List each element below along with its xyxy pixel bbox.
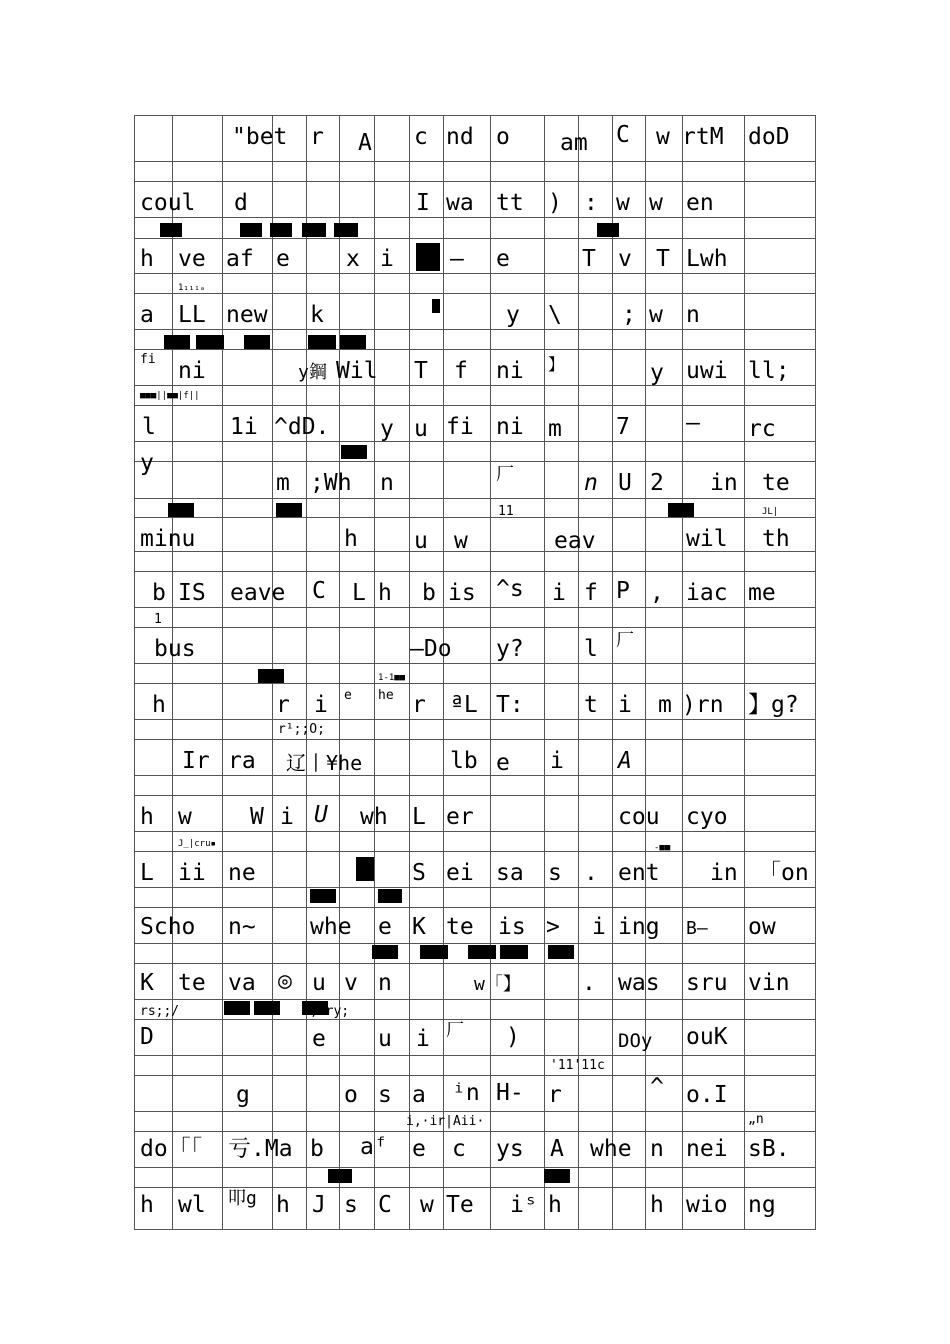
cell-r13-c5: U bbox=[314, 802, 328, 828]
cell-r16-c4: ◎ bbox=[278, 968, 292, 994]
cell-r3-c2: ve bbox=[178, 246, 206, 272]
cell-r12-c1: Ir bbox=[182, 748, 210, 774]
fragment-text: -■■ bbox=[654, 843, 671, 853]
cell-r3-c5: x bbox=[346, 246, 360, 272]
cell-r5-c11: ll; bbox=[748, 358, 790, 384]
fragment-text: ; ry; bbox=[310, 1004, 350, 1019]
cell-r19-c1: do「「 bbox=[140, 1136, 203, 1162]
cell-r5-c7: ni bbox=[496, 358, 524, 384]
cell-r19-c5: e bbox=[412, 1136, 426, 1162]
cell-r19-c3: b bbox=[310, 1136, 324, 1162]
cell-r16-c11: sru bbox=[686, 970, 728, 996]
cell-r18-c4: a bbox=[412, 1082, 426, 1108]
cell-r20-c1: h bbox=[140, 1192, 154, 1218]
redaction-block bbox=[597, 223, 619, 237]
cell-r7-c5: 厂 bbox=[496, 464, 514, 485]
cell-r19-c12: sB. bbox=[748, 1136, 790, 1162]
cell-r19-c7: ys bbox=[496, 1136, 524, 1162]
cell-r4-c8: w bbox=[649, 302, 663, 328]
cell-r7-c6: n bbox=[584, 470, 598, 496]
cell-r20-c8: w bbox=[420, 1192, 434, 1218]
cell-r14-c11: 「on bbox=[758, 860, 809, 886]
cell-r15-c2: n~ bbox=[228, 914, 256, 940]
cell-r14-c10: in bbox=[710, 860, 738, 886]
cell-r8-c2: h bbox=[344, 526, 358, 552]
cell-r9-c9: ^s bbox=[496, 576, 524, 602]
cell-r10-c2: —Do bbox=[410, 636, 452, 662]
cell-r4-c5: y bbox=[506, 302, 520, 328]
cell-r14-c3: ne bbox=[228, 860, 256, 886]
cell-r19-c4: aᶠ bbox=[360, 1134, 388, 1160]
cell-r4-c9: n bbox=[686, 302, 700, 328]
cell-r9-c15: me bbox=[748, 580, 776, 606]
cell-r6-c6: fi bbox=[446, 414, 474, 440]
cell-r15-c1: Scho bbox=[140, 914, 196, 940]
cell-r9-c5: L bbox=[352, 580, 366, 606]
cell-r3-c4: e bbox=[276, 246, 290, 272]
cell-r16-c12: vin bbox=[748, 970, 790, 996]
redaction-block bbox=[276, 503, 302, 517]
cell-r13-c8: er bbox=[446, 804, 474, 830]
cell-r16-c8: w「】 bbox=[474, 974, 521, 995]
cell-r11-c8: T: bbox=[496, 692, 524, 718]
cell-r12-c4: lb bbox=[450, 748, 478, 774]
cell-r2-c1: coul bbox=[140, 190, 196, 216]
cell-r7-c2: m bbox=[276, 470, 290, 496]
cell-r5-c1: fi bbox=[140, 352, 156, 367]
cell-r8-c4: w bbox=[454, 528, 468, 554]
cell-r1-c11: doD bbox=[748, 124, 790, 150]
cell-r20-c9: Te bbox=[446, 1192, 474, 1218]
fragment-text: '11'11c bbox=[550, 1058, 605, 1073]
cell-r14-c2: ii bbox=[178, 860, 206, 886]
redaction-block bbox=[240, 223, 262, 237]
cell-r14-c5: ei bbox=[446, 860, 474, 886]
cell-r11-c12: )rn bbox=[682, 692, 724, 718]
cell-r2-c6: ) bbox=[548, 190, 562, 216]
redaction-block bbox=[302, 223, 326, 237]
cell-r3-c10: v bbox=[618, 246, 632, 272]
cell-r1-c7: am bbox=[560, 130, 588, 156]
cell-r6-c3: ^dD. bbox=[274, 414, 330, 440]
cell-r11-c2: r bbox=[276, 692, 290, 718]
fragment-text: 1-1■■ bbox=[378, 673, 406, 683]
cell-r15-c11: B— bbox=[686, 918, 708, 939]
cell-r2-c3: I bbox=[416, 190, 430, 216]
cell-r2-c10: en bbox=[686, 190, 714, 216]
cell-r20-c11: h bbox=[548, 1192, 562, 1218]
cell-r10-c4: l bbox=[584, 636, 598, 662]
cell-r15-c12: ow bbox=[748, 914, 776, 940]
cell-r15-c9: i bbox=[592, 914, 606, 940]
cell-r2-c5: tt bbox=[496, 190, 524, 216]
redaction-block bbox=[160, 223, 182, 237]
cell-r12-c7: A bbox=[618, 748, 632, 774]
cell-r1-c3: A bbox=[358, 130, 372, 156]
cell-r20-c2: wl bbox=[178, 1192, 206, 1218]
cell-r15-c4: e bbox=[378, 914, 392, 940]
scanned-table bbox=[134, 115, 816, 1230]
redaction-block bbox=[420, 945, 448, 959]
cell-r13-c9: cou bbox=[618, 804, 660, 830]
cell-r18-c9: o.I bbox=[686, 1082, 728, 1108]
cell-r16-c1: K bbox=[140, 970, 154, 996]
cell-r1-c1: "bet bbox=[232, 124, 288, 150]
cell-r8-c6: wil bbox=[686, 526, 728, 552]
cell-r4-c2: LL bbox=[178, 302, 206, 328]
cell-r14-c7: s bbox=[548, 860, 562, 886]
cell-r7-c9: in bbox=[710, 470, 738, 496]
cell-r8-c3: u bbox=[414, 528, 428, 554]
cell-r17-c3: u bbox=[378, 1026, 392, 1052]
cell-r5-c8: 】 bbox=[548, 355, 565, 374]
cell-r4-c1: a bbox=[140, 302, 154, 328]
cell-r17-c6: ) bbox=[506, 1024, 520, 1050]
cell-r9-c1: b bbox=[152, 580, 166, 606]
cell-r12-c2: ra bbox=[228, 748, 256, 774]
cell-r5-c3: у鋼 bbox=[298, 362, 327, 383]
cell-r1-c10: rtM bbox=[682, 124, 724, 150]
cell-r3-c8: e bbox=[496, 246, 510, 272]
cell-r6-c1: l bbox=[142, 414, 156, 440]
cell-r11-c5: he bbox=[378, 688, 394, 703]
redaction-block bbox=[544, 1169, 570, 1183]
redaction-block bbox=[340, 335, 366, 349]
cell-r12-c6: i bbox=[550, 748, 564, 774]
cell-r9-c14: iac bbox=[686, 580, 728, 606]
cell-r17-c5: 厂 bbox=[446, 1020, 464, 1041]
cell-r3-c1: h bbox=[140, 246, 154, 272]
redaction-block bbox=[308, 335, 336, 349]
cell-r20-c4: h bbox=[276, 1192, 290, 1218]
cell-r15-c10: ing bbox=[618, 914, 660, 940]
cell-r17-c1: D bbox=[140, 1024, 154, 1050]
cell-r11-c11: m bbox=[658, 692, 672, 718]
cell-r19-c8: A bbox=[550, 1136, 564, 1162]
redaction-block bbox=[416, 243, 440, 271]
cell-r13-c4: i bbox=[280, 804, 294, 830]
cell-r4-c4: k bbox=[310, 302, 324, 328]
cell-r4-c7: ; bbox=[622, 302, 636, 328]
cell-r9-c4: C bbox=[312, 578, 326, 604]
cell-r2-c9: w bbox=[649, 190, 663, 216]
cell-r6-c10: – bbox=[686, 410, 700, 436]
cell-r6-c7: ni bbox=[496, 414, 524, 440]
cell-r11-c4: e bbox=[344, 688, 352, 703]
redaction-block bbox=[378, 889, 402, 903]
cell-r6-c4: y bbox=[380, 416, 394, 442]
cell-r9-c3: eave bbox=[230, 580, 286, 606]
cell-r19-c6: c bbox=[452, 1136, 466, 1162]
cell-r8-c7: th bbox=[762, 526, 790, 552]
cell-r7-c1: y bbox=[140, 450, 154, 476]
cell-r11-c9: t bbox=[584, 692, 598, 718]
cell-r14-c9: ent bbox=[618, 860, 660, 886]
cell-r20-c5: J bbox=[312, 1192, 326, 1218]
cell-r5-c5: T bbox=[414, 358, 428, 384]
cell-r20-c14: ng bbox=[748, 1192, 776, 1218]
cell-r13-c3: W bbox=[250, 804, 264, 830]
cell-r5-c9: y bbox=[650, 360, 664, 386]
cell-r1-c6: o bbox=[496, 124, 510, 150]
fragment-text: JL| bbox=[762, 507, 779, 517]
cell-r10-c3: y? bbox=[496, 636, 524, 662]
cell-r17-c8: ouK bbox=[686, 1024, 728, 1050]
cell-r20-c10: iˢ bbox=[510, 1192, 538, 1218]
cell-r7-c3: ;Wh bbox=[310, 470, 352, 496]
fragment-text: ■■■||■■|f|| bbox=[140, 391, 200, 401]
cell-r9-c2: IS bbox=[178, 580, 206, 606]
redaction-block bbox=[244, 335, 270, 349]
cell-r8-c1: minu bbox=[140, 526, 196, 552]
cell-r18-c7: r bbox=[548, 1082, 562, 1108]
cell-r12-c3: 辽丨¥he bbox=[286, 751, 363, 775]
cell-r9-c10: i bbox=[552, 580, 566, 606]
cell-r2-c8: w bbox=[616, 190, 630, 216]
cell-r20-c6: s bbox=[344, 1192, 358, 1218]
fragment-text: 1₁₁₁ₐ bbox=[178, 283, 206, 293]
cell-r2-c4: wa bbox=[446, 190, 474, 216]
cell-r18-c5: ⁱn bbox=[452, 1080, 480, 1106]
cell-r18-c6: H- bbox=[496, 1080, 524, 1106]
cell-r16-c3: va bbox=[228, 970, 256, 996]
redaction-block bbox=[548, 945, 574, 959]
cell-r7-c10: te bbox=[762, 470, 790, 496]
cell-r3-c6: i bbox=[380, 246, 394, 272]
redaction-block bbox=[668, 503, 694, 517]
redaction-block bbox=[356, 857, 374, 881]
cell-r13-c10: cyo bbox=[686, 804, 728, 830]
redaction-block bbox=[258, 669, 284, 683]
fragment-text: i,·ir|Aii· bbox=[406, 1114, 485, 1129]
cell-r17-c2: e bbox=[312, 1026, 326, 1052]
cell-r8-c5: eav bbox=[554, 528, 596, 554]
redaction-block bbox=[432, 299, 440, 313]
cell-r16-c5: u bbox=[312, 970, 326, 996]
cell-r6-c8: m bbox=[548, 416, 562, 442]
fragment-text: 11 bbox=[498, 504, 514, 519]
redaction-block bbox=[168, 503, 194, 517]
cell-r6-c5: u bbox=[414, 416, 428, 442]
fragment-text: r¹;;O; bbox=[278, 722, 325, 737]
cell-r16-c6: v bbox=[344, 970, 358, 996]
cell-r3-c9: T bbox=[582, 246, 596, 272]
cell-r18-c3: s bbox=[378, 1082, 392, 1108]
cell-r11-c10: i bbox=[618, 692, 632, 718]
cell-r18-c1: g bbox=[236, 1082, 250, 1108]
fragment-text: 1 bbox=[154, 612, 162, 627]
cell-r11-c1: h bbox=[152, 692, 166, 718]
cell-r16-c7: n bbox=[378, 970, 392, 996]
cell-r16-c10: was bbox=[618, 970, 660, 996]
redaction-block bbox=[310, 889, 336, 903]
cell-r9-c6: h bbox=[378, 580, 392, 606]
cell-r9-c11: f bbox=[584, 580, 598, 606]
cell-r2-c7: : bbox=[584, 190, 598, 216]
cell-r14-c8: . bbox=[584, 860, 598, 886]
cell-r17-c4: i bbox=[416, 1026, 430, 1052]
cell-r15-c3: whe bbox=[310, 914, 352, 940]
cell-r13-c1: h bbox=[140, 804, 154, 830]
cell-r13-c6: wh bbox=[360, 804, 388, 830]
cell-r11-c7: ªL bbox=[450, 692, 478, 718]
redaction-block bbox=[254, 1001, 280, 1015]
cell-r19-c9: whe bbox=[590, 1136, 632, 1162]
cell-r7-c8: 2 bbox=[650, 470, 664, 496]
cell-r6-c2: 1i bbox=[230, 414, 258, 440]
cell-r15-c5: K bbox=[412, 914, 426, 940]
cell-r15-c7: is bbox=[498, 914, 526, 940]
cell-r13-c2: w bbox=[178, 804, 192, 830]
fragment-text: rs;;/ bbox=[140, 1004, 180, 1019]
cell-r3-c11: T bbox=[656, 246, 670, 272]
redaction-block bbox=[328, 1169, 352, 1183]
redaction-block bbox=[341, 445, 367, 459]
cell-r9-c7: b bbox=[422, 580, 436, 606]
cell-r10-c1: bus bbox=[154, 636, 196, 662]
cell-r1-c4: c bbox=[414, 124, 428, 150]
cell-r11-c3: i bbox=[314, 692, 328, 718]
cell-r5-c4: Wil bbox=[336, 358, 378, 384]
redaction-block bbox=[500, 945, 528, 959]
cell-r1-c9: w bbox=[656, 124, 670, 150]
cell-r9-c12: P bbox=[616, 578, 630, 604]
redaction-block bbox=[334, 223, 358, 237]
cell-r12-c5: e bbox=[496, 750, 510, 776]
cell-r1-c5: nd bbox=[446, 124, 474, 150]
cell-r2-c2: d bbox=[234, 190, 248, 216]
redaction-block bbox=[468, 945, 496, 959]
cell-r3-c12: Lwh bbox=[686, 246, 728, 272]
cell-r20-c3: 叩g bbox=[228, 1188, 257, 1209]
redaction-block bbox=[164, 335, 190, 349]
cell-r4-c3: new bbox=[226, 302, 268, 328]
cell-r18-c2: o bbox=[344, 1082, 358, 1108]
cell-r20-c13: wio bbox=[686, 1192, 728, 1218]
cell-r9-c13: , bbox=[650, 580, 664, 606]
cell-r7-c4: n bbox=[380, 470, 394, 496]
cell-r17-c7: DOy bbox=[618, 1030, 653, 1052]
cell-r16-c9: . bbox=[582, 970, 596, 996]
cell-r1-c8: C bbox=[616, 122, 630, 148]
cell-r3-c7: — bbox=[450, 246, 464, 272]
cell-r11-c13: 】g? bbox=[748, 692, 799, 718]
fragment-text: J_|cru▪ bbox=[178, 839, 216, 849]
cell-r20-c7: C bbox=[378, 1192, 392, 1218]
cell-r6-c11: rc bbox=[748, 416, 776, 442]
cell-r14-c6: sa bbox=[496, 860, 524, 886]
cell-r16-c2: te bbox=[178, 970, 206, 996]
cell-r6-c9: 7 bbox=[616, 414, 630, 440]
cell-r15-c6: te bbox=[446, 914, 474, 940]
cell-r18-c8: ^ bbox=[650, 1074, 664, 1100]
redaction-block bbox=[372, 945, 398, 959]
cell-r9-c8: is bbox=[448, 580, 476, 606]
cell-r14-c1: L bbox=[140, 860, 154, 886]
cell-r19-c10: n bbox=[650, 1136, 664, 1162]
redaction-block bbox=[224, 1001, 250, 1015]
cell-r19-c2: 亏.Ma bbox=[228, 1136, 293, 1162]
cell-r1-c2: r bbox=[310, 124, 324, 150]
cell-r19-c11: nei bbox=[686, 1136, 728, 1162]
cell-r3-c3: af bbox=[226, 246, 254, 272]
cell-r7-c7: U bbox=[618, 470, 632, 496]
redaction-block bbox=[270, 223, 292, 237]
cell-r14-c4: S bbox=[412, 860, 426, 886]
cell-r5-c10: uwi bbox=[686, 358, 728, 384]
cell-r5-c2: ni bbox=[178, 358, 206, 384]
cell-r13-c7: L bbox=[412, 804, 426, 830]
cell-r4-c6: \ bbox=[548, 302, 562, 328]
fragment-text: „n bbox=[748, 1112, 764, 1127]
cell-r15-c8: > bbox=[546, 914, 560, 940]
redaction-block bbox=[196, 335, 224, 349]
cell-r20-c12: h bbox=[650, 1192, 664, 1218]
cell-r5-c6: f bbox=[454, 358, 468, 384]
cell-r10-c5: 厂 bbox=[616, 630, 634, 651]
cell-r11-c6: r bbox=[412, 692, 426, 718]
